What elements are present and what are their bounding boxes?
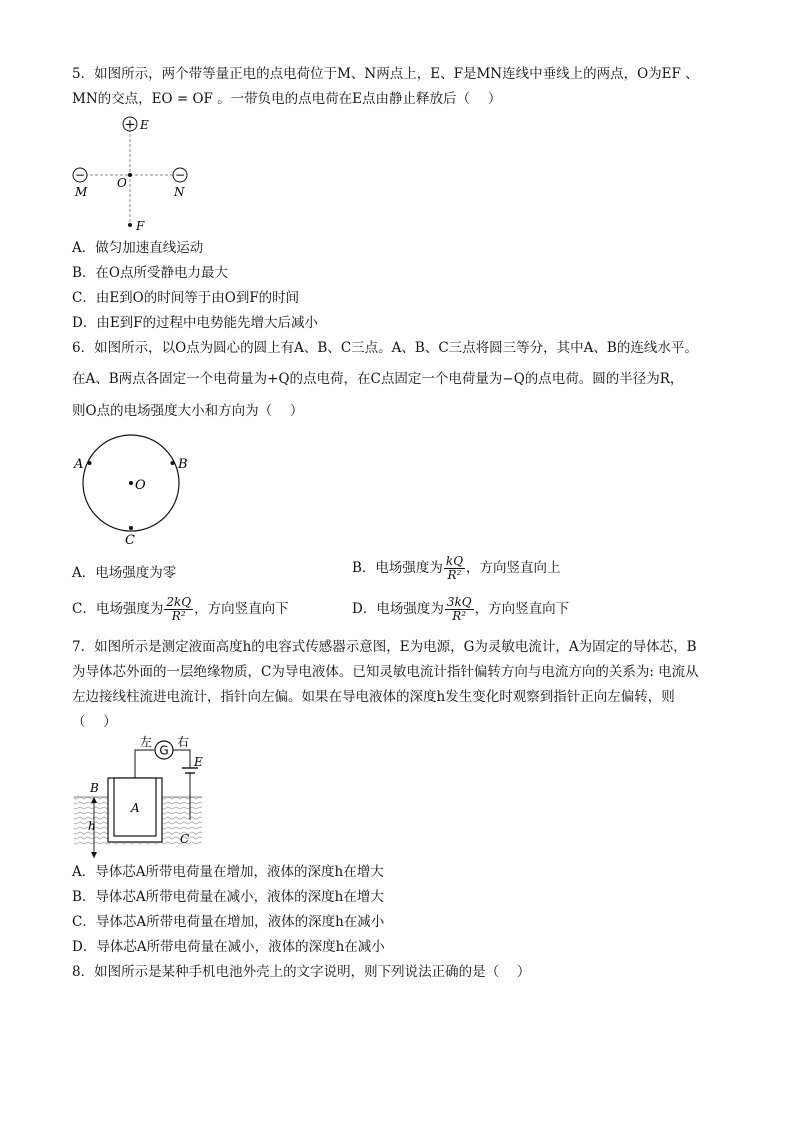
q5-figure — [70, 112, 200, 232]
q6-option-b — [352, 555, 561, 582]
point-C — [129, 526, 133, 530]
label-N: N — [174, 185, 185, 199]
point-F — [128, 223, 132, 227]
label-C: C — [125, 533, 135, 548]
label-left: 左 — [140, 735, 153, 749]
label-M: M — [75, 185, 88, 199]
label-h: h — [88, 819, 96, 833]
q5-stem-line1: 5．如图所示，两个带等量正电的点电荷位于M、N两点上，E、F是MN连线中垂线上的两点，O为EF 、 — [72, 66, 699, 82]
q7-option-a: A．导体芯A所带电荷量在增加，液体的深度h在增大 — [72, 864, 384, 880]
q6-option-d-direction: ，方向竖直向下 — [474, 601, 570, 617]
q6-figure — [70, 430, 200, 550]
q6-option-d — [352, 596, 569, 623]
point-B — [171, 461, 175, 465]
q5-option-d: D．由E到F的过程中电势能先增大后减小 — [72, 315, 319, 331]
charge-N-sign: − — [174, 168, 186, 182]
wire-right — [173, 750, 190, 768]
q7-stem-line1: 7．如图所示是测定液面高度h的电容式传感器示意图，E为电源，G为灵敏电流计，A为固定的导体芯，B — [72, 639, 697, 655]
q6-stem-line2: 在A、B两点各固定一个电荷量为+Q的点电荷，在C点固定一个电荷量为−Q的点电荷。圆的半径为R， — [72, 371, 684, 387]
q6-option-d-text: D．电场强度为 — [352, 601, 444, 617]
charge-E-plus-sign: + — [124, 117, 136, 133]
q8-stem-line1: 8．如图所示是某种手机电池外壳上的文字说明，则下列说法正确的是（ ） — [72, 964, 531, 980]
q6-option-b-fraction: $\frac{kQ}{\text{R²}}$ — [445, 554, 464, 582]
q6-stem-line3: 则O点的电场强度大小和方向为（ ） — [72, 403, 304, 419]
q7-stem-line4: （ ） — [72, 714, 117, 730]
point-O — [128, 173, 132, 177]
label-E: E — [140, 118, 149, 132]
q6-option-a: A．电场强度为零 — [72, 565, 177, 581]
label-B: B — [178, 457, 188, 472]
label-F: F — [136, 219, 145, 232]
q6-stem-line1: 6．如图所示，以O点为圆心的圆上有A、B、C三点。A、B、C三点将圆三等分，其中A、B的连线水平。 — [72, 340, 698, 356]
point-O — [129, 481, 133, 485]
label-E: E — [194, 755, 203, 769]
q6-option-c-fraction: $\frac{2kQ}{\text{R²}}$ — [166, 595, 192, 623]
q6-option-b-direction: ，方向竖直向上 — [466, 560, 561, 576]
label-O: O — [135, 478, 146, 493]
q5-stem-line2: MN的交点，EO = OF 。一带负电的点电荷在E点由静止释放后（ ） — [72, 91, 502, 107]
q5-option-b: B．在O点所受静电力最大 — [72, 265, 228, 281]
q6-option-c-direction: ，方向竖直向下 — [194, 601, 289, 617]
q7-stem-line3: 左边接线柱流进电流计，指针向左偏。如果在导电液体的深度h发生变化时观察到指针正向左偏转，则 — [72, 689, 675, 705]
q5-option-a: A．做匀加速直线运动 — [72, 240, 204, 256]
q6-option-c-text: C．电场强度为 — [72, 601, 164, 617]
point-A — [88, 461, 92, 465]
label-right: 右 — [177, 735, 190, 749]
q7-option-b: B．导体芯A所带电荷量在减小，液体的深度h在增大 — [72, 889, 384, 905]
q6-option-c — [72, 596, 289, 623]
label-B: B — [90, 781, 99, 795]
label-G: G — [159, 743, 169, 758]
q6-option-b-text: B．电场强度为 — [352, 560, 443, 576]
q6-option-d-fraction: $\frac{3kQ}{\text{R²}}$ — [446, 595, 472, 623]
label-O: O — [117, 176, 127, 190]
label-C: C — [180, 832, 190, 846]
q5-option-c: C．由E到O的时间等于由O到F的时间 — [72, 290, 300, 306]
q7-option-c: C．导体芯A所带电荷量在增加，液体的深度h在减小 — [72, 914, 385, 930]
label-A: A — [74, 457, 84, 472]
q7-figure — [70, 730, 210, 862]
q7-option-d: D．导体芯A所带电荷量在减小，液体的深度h在减小 — [72, 939, 385, 955]
label-A: A — [131, 801, 140, 815]
charge-M-sign: − — [74, 168, 86, 182]
wire-left — [135, 750, 154, 778]
q7-stem-line2: 为导体芯外面的一层绝缘物质，C为导电液体。已知灵敏电流计指针偏转方向与电流方向的关系为: 电流从 — [72, 664, 699, 680]
